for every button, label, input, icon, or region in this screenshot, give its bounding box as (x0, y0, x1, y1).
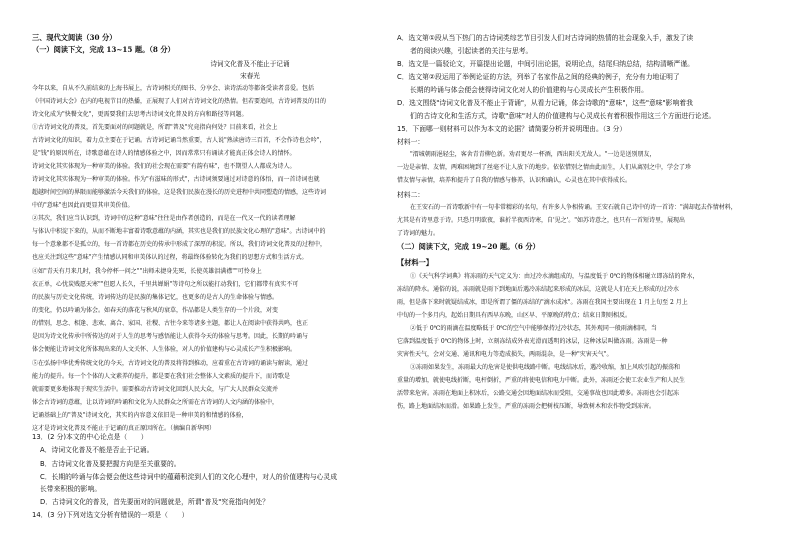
left-column (0, 0, 396, 560)
left-text-line: 这才是诗词文化普及不能止于记诵的真正原因所在。（摘编自新华网） (32, 425, 216, 432)
right-text-line: 灾害性天气，会对交通、通讯和电力等造成损失，两雨混杂，是一种"灾害天气"。 (397, 351, 613, 358)
left-text-line: 每一个意象都不是孤立的，每一首诗都在历史的传承中形成了深厚的积淀。所以，我们诗词文化普及的过程中， (32, 241, 327, 248)
left-text-line: B．古诗词文化普及要把握方向是至关重要的。 (40, 460, 181, 468)
left-text-line: C．长期的吟诵与体会便会使这些诗词中的蕴藉积淀到人们的文化心理中，对人的价值建构与心灵成 (40, 473, 338, 481)
left-text-line: 长带来积极的影响。 (40, 485, 102, 493)
left-text-line: 体会便能让诗词文化所体现出来的人文关怀、人生体验，对人的价值建构与心灵成长产生积极影响。 (32, 346, 297, 353)
right-text-line: 伤，路上地面结冰而滑。如果路上发生，严重的冻雨会把树枝压断，导致树木和农作物受到冻害。 (397, 403, 656, 410)
left-text-line: ⑤在弘扬中华优秀传统文化的今天，古诗词文化的普及将得到推动，应着重在古诗词的诵读与解读，通过 (32, 360, 309, 367)
right-text-line: 材料二： (397, 191, 425, 199)
right-column (397, 0, 794, 560)
left-text-line: 诗词文化其实体现为一种审美的体验。我们的社会现在需要"有韵有味"，也不期望人人都成为诗人。 (32, 163, 296, 170)
right-text-line: 惜友情与亲情，培养和提升了自我的情感与修养，认识和确认，心灵也在其中获得成长。 (397, 177, 632, 184)
right-text-line: 15．下面哪一则材料可以作为本文的论据？请简要分析并说明理由。（3 分） (397, 125, 627, 133)
right-text-line: B．选文是一篇驳论文，开篇提出论题，中间引出论据，说明论点，结尾归纳总结，结构清晰严谨。 (397, 60, 694, 68)
right-text-line: 了诗词的魅力。 (397, 230, 440, 237)
right-text-line: "渭城朝雨浥轻尘，客舍青青柳色新。劝君更尽一杯酒，西出阳关无故人。"一边是送别朋友， (410, 151, 656, 158)
left-text-line: A．诗词文化普及不能是否止于记诵。 (40, 446, 154, 454)
left-text-line: （一）阅读下文，完成 13~15 题。（8 分） (32, 45, 175, 54)
right-text-line: 它落到温度低于 0℃的物体上时，立刻冻结成外表光滑而透明的冰层，这种冰层叫做冻雨。冻雨是一种 (397, 338, 668, 345)
left-text-line: 超越时间空间的界限而能够激活今天我们的体验，这是我们民族在漫长的历史进程中共同塑造的情感，这些诗词 (32, 189, 327, 196)
left-text-line: 衣正单，心忧炭贱愿天寒""但愿人长久，千里共婵娟"等诗句之所以能打动我们，它们都带有真实不可 (32, 281, 299, 288)
left-text-line: 诗词文化其实体现为一种审美的体验。作为"有滋味的形式"，古诗词须要通过对诗意的体悟，而一首诗词也就 (32, 176, 320, 183)
left-text-line: 三、现代文阅读（30 分） (32, 33, 117, 42)
left-text-line: 也应关注到这些"意味"产生情感认同和审美体认的过程，将最终体验转化为我们的思想方式和生活方式。 (32, 254, 308, 261)
left-text-line: 《中国诗词大会》在内的电视节目的热播，正展现了人们对古诗词文化的热情。但若要追问，古诗词普及的目的 (32, 98, 327, 105)
right-text-line: ③冻雨如果发生，冻雨最大的危害是使供电线路中断。电线结冰后，遇冷收缩，加上风吹引起的振荡和 (410, 364, 681, 371)
right-text-line: D．选文围绕"诗词文化普及不能止于背诵"，从看力记诵，体会诗歌的"意味"，这些"意味"影响着我 (397, 99, 693, 107)
right-text-line: 活带来危害。冻雨在地面上积冰后，公路交通会因地面结冰而受阻，交通事故也因此增多。冻雨也会引起冻 (397, 390, 680, 397)
left-text-line: ②其次，我们应当认识到，诗词中的这种"意味"往往是由作者创造的，而是在一代又一代的读者理解 (32, 215, 296, 222)
left-text-line: 14．(3 分)下列对选文分析有错误的一项是（ ） (32, 511, 189, 519)
right-text-line: 们的古诗文化和生活方式，诗歌"意味"对人的价值建构与心灵成长有着积极作用这三个方面进行论述。 (410, 112, 716, 120)
right-text-line: ①《天气科学词典》将冻雨的天气定义为：由过冷水滴组成的，与温度低于 0℃的物体相碰立即冻结的降水， (410, 273, 699, 280)
right-text-line: 者的阅读兴趣，引起读者的关注与思考。 (410, 47, 533, 55)
left-text-line: 诗文化成为"快餐文化"，更需要我们去思考古诗词文化普及的方向和路径等问题。 (32, 111, 248, 118)
left-text-line: 的民族与历史文化传统，诗词传达的是民族的集体记忆，也更多的是古人的生命体验与情感。 (32, 294, 279, 301)
right-text-line: （二）阅读下文，完成 19~20 题。（6 分） (397, 242, 540, 251)
left-text-line: 能力的提升。每一个个体的人文素养的提升，都是要在我们社会整体人文素质的提升下，而诗歌是 (32, 373, 291, 380)
left-text-line: ④如"青天有月来几时，我今停杯一问之""出师未捷身先死，长使英雄泪满襟""可怜身上 (32, 268, 262, 275)
right-text-line: 尤其是有诗里意于诗。只恐月明欲夜，谁折半夜西诗寒，自'见之'。"如苏诗意之，也只有一首短诗里，展现出 (397, 217, 686, 224)
left-text-line: 诗词文化普及不能止于记诵 (210, 60, 290, 68)
right-text-line: C．选文第②段运用了举例论证的方法，列举了名家作品之间的经典的例子，充分有力地证明了 (397, 73, 680, 81)
right-text-line: 材料一： (397, 138, 425, 146)
right-text-line: 在王安石的一首诗歌新中有一句非常精彩的名句，有许多人争相传诵。王安石就自己诗中的诗一首诗："满却起去作情材料， (410, 204, 737, 211)
left-text-line: 13．(2 分)本文的中心论点是（ ） (32, 433, 148, 441)
left-text-line: ①古诗词文化的普及，首先要面对的问题就是，所谓"普及"究竟指向何处？目前来看，社会上 (32, 124, 278, 131)
right-text-line: 重量的增加，就使电线折断，电杆倒折，严重的将使电信和电力中断。此外，冻雨还会使工农业生产和人民生 (397, 377, 686, 384)
left-text-line: 古诗词文化的知识，着力点主要在于记诵。古诗词记诵当然重要，古人说"熟读唐诗三百首，不会作诗也会吟"， (32, 137, 326, 144)
right-text-line: 冻结的降水。通俗的说，冻雨就是雨下到地面后遇冷冻结起来形成的冰层，这就是人们在天上形成的过冷水 (397, 286, 680, 293)
left-text-line: 与体认中积淀下来的，从而不断地丰富着诗歌意蕴的内涵，其实也是我们的民族文化心理的"意味"。古诗词中的 (32, 228, 326, 235)
left-text-line: 是因为诗文化传承中所传达的对于人生的思考与感悟能让人获得今天的体验与思考。因此，长期的吟诵与 (32, 333, 309, 340)
right-text-line: 雨，但是落下来时就疑结成冰，即是所谓了僵的冻结的"滴水成冰"。冻雨在我国主要出现在 1 月上旬至 2 月上 (397, 299, 688, 306)
left-text-line: 宋春光 (240, 72, 260, 80)
right-text-line: 【材料一】 (397, 258, 433, 267)
left-text-line: 就需要更多地体现于现实生活中。需要推动古诗词文化回到人民大众，与广大人民群众交流并 (32, 386, 279, 393)
right-text-line: 一边是亲情、友情，两难困境到了丝毫不让人放下的地步。依依惜别之情由此而生，人们从离别之中，学会了珍 (397, 164, 692, 171)
left-text-line: 是"钱"的原因所在，诗歌意蕴在诗人的情感体验之中，因而常常只有诵读才能真正体会诗人的情怀。 (32, 150, 296, 157)
right-text-line: 长期的吟诵与体会便会使得诗词文化对人的价值建构与心灵成长产生积极作用。 (410, 86, 648, 94)
left-text-line: 体会古诗词的意蕴，让以诗词的吟诵和文化为人民群众之所需在古诗词的人文内涵的体验中， (32, 399, 279, 406)
left-text-line: 记诵基础上的"普及"诗词文化，其实的内容意义依旧是一种审美的和情感的体验， (32, 412, 248, 419)
right-text-line: ②低于 0℃的雨滴在温度略低于 0℃的空气中能够保持过冷状态，其外观同一般雨滴相同，当 (410, 325, 657, 332)
left-text-line: 今年以来，自从不久前结束的上海书展上，古诗词相关的图书、分享会、读诗活动等都备受读者喜爱。包括 (32, 85, 315, 92)
right-text-line: 中旬的一个多月内，起始日期具有西早东晚，山区早、平原晚的特点；结束日期则相反。 (397, 312, 632, 319)
right-text-line: A．选文第①段从当下热门的古诗词类综艺节目引发人们对古诗词的热情的社会现象入手，激发了读 (397, 34, 694, 42)
left-text-line: 的变化，仍以吟诵为体会。如春天的落花与秋风的衰草，作品都是人类生存的一个片段，对变 (32, 307, 279, 314)
left-text-line: 的惜别，思念、相逢、悲欢、离合、家国、社稷、古往今来等诸多主题，都让人在阅读中获得共鸣，也正 (32, 320, 309, 327)
left-text-line: 中的"意味"也因此而更显其审美价值。 (32, 202, 134, 209)
left-text-line: D．古诗词文化的普及，首先要面对的问题就是，所谓"普及"究竟指向何处？ (40, 498, 269, 506)
